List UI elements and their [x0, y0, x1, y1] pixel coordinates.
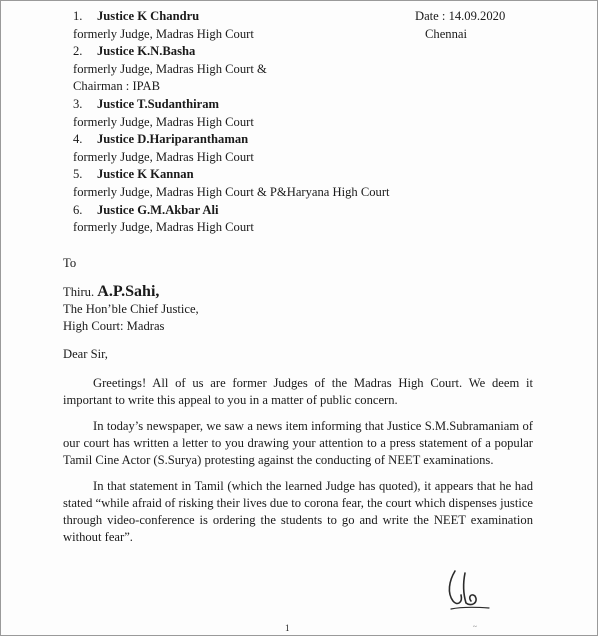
- judge-role: formerly Judge, Madras High Court: [73, 26, 254, 41]
- body-paragraph: In today’s newspaper, we saw a news item informing that Justice S.M.Subramaniam of our court has written a letter to you drawing your attention to a press statement of a popular Tamil Cine Actor (S.Surya) protesting against the conducting of NEET examinations.: [63, 419, 533, 467]
- judge-number: 4.: [73, 132, 83, 147]
- judge-name: Justice D.Hariparanthaman: [97, 132, 249, 147]
- judge-name: Justice K Kannan: [97, 167, 194, 182]
- body-paragraph: Greetings! All of us are former Judges of the Madras High Court. We deem it important to write this appeal to you in a matter of public concern.: [63, 376, 533, 407]
- judge-item: [73, 43, 390, 96]
- judges-list: [73, 8, 390, 237]
- page-number: 1: [285, 623, 290, 633]
- judge-item: [73, 166, 390, 201]
- judge-number: 2.: [73, 44, 83, 59]
- addressee-block: [63, 269, 199, 335]
- body-paragraph: In that statement in Tamil (which the learned Judge has quoted), it appears that he had stated “while afraid of risking their lives due to corona fear, the court which dispenses justice through video-conference is ordering the students to go and write the NEET examination without fear”.: [63, 479, 533, 544]
- addressee-title: The Hon’ble Chief Justice,: [63, 302, 199, 316]
- judge-item: [73, 96, 390, 131]
- judge-number: 3.: [73, 96, 83, 111]
- judge-name: Justice G.M.Akbar Ali: [97, 202, 219, 217]
- judge-role: formerly Judge, Madras High Court & P&Haryana High Court: [73, 184, 390, 199]
- signature: [441, 563, 501, 618]
- letter-place: Chennai: [425, 27, 467, 41]
- judge-name: Justice K.N.Basha: [97, 44, 196, 59]
- addressee-court: High Court: Madras: [63, 319, 165, 333]
- judge-name: Justice K Chandru: [97, 9, 200, 23]
- judge-role: formerly Judge, Madras High Court: [73, 149, 254, 164]
- judge-name: Justice T.Sudanthiram: [97, 96, 219, 111]
- letter-date: Date : 14.09.2020: [415, 9, 506, 23]
- judge-item: [73, 8, 390, 43]
- judge-number: 5.: [73, 167, 83, 182]
- judge-item: [73, 202, 390, 237]
- salutation: Dear Sir,: [63, 347, 108, 361]
- judge-number: 1.: [73, 9, 83, 23]
- judge-role: formerly Judge, Madras High Court: [73, 220, 254, 235]
- judge-role: formerly Judge, Madras High Court &: [73, 61, 267, 76]
- corner-mark: ~: [473, 623, 477, 631]
- judge-role: formerly Judge, Madras High Court: [73, 114, 254, 129]
- addressee-name: A.P.Sahi,: [97, 283, 160, 300]
- letter-body: [63, 346, 533, 555]
- judge-number: 6.: [73, 202, 83, 217]
- addressee-prefix: Thiru.: [63, 285, 98, 299]
- judge-item: [73, 131, 390, 166]
- judge-role-secondary: Chairman : IPAB: [73, 79, 160, 94]
- to-label: To: [63, 256, 77, 270]
